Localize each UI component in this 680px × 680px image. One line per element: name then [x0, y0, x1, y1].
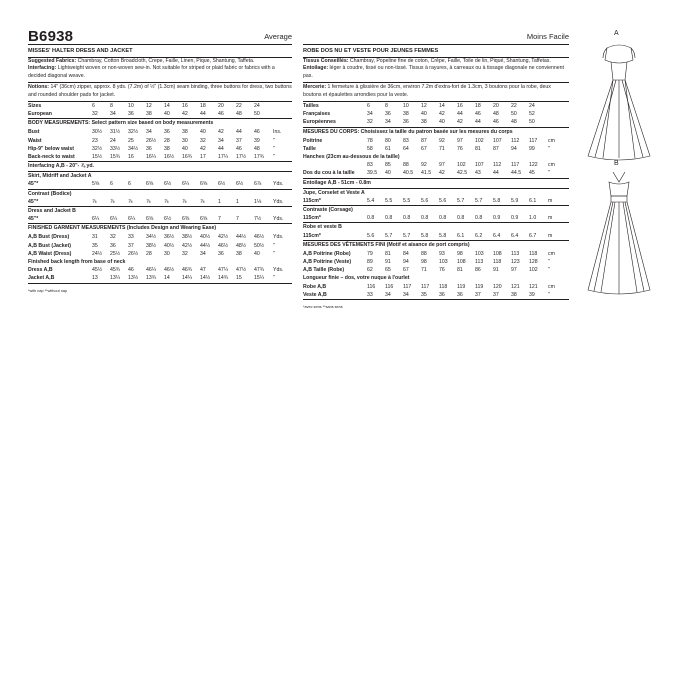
size-row: European 32 34 36 38 40 42 44 46 48 50	[28, 111, 260, 118]
notions-paragraph-fr: Mercerie: 1 fermeture à glissière de 36cm, environ 7.2m d'extra-fort de 1.3cm, 3 boutons pour la robe, deux boutons et épaulettes arrondies pour la veste.	[303, 83, 569, 102]
yardage-row: 45"* 5⅝ 6 6 6⅝ 6½ 6¼ 6⅝ 6½ 6½ 6⅞ Yds.	[28, 181, 284, 188]
size-row: Tailles 6 8 10 12 14 16 18 20 22 24	[303, 103, 535, 110]
halter-dress-illustration	[585, 170, 653, 300]
hip-table-fr	[303, 161, 569, 177]
jacket-dress-illustration	[585, 40, 653, 165]
pattern-title-fr: ROBE DOS NU ET VESTE POUR JEUNES FEMMES	[303, 44, 569, 58]
finished-measurements-heading: FINISHED GARMENT MEASUREMENTS (Includes Design and Wearing Ease)	[28, 223, 292, 233]
finished-measurement-row: A,B Bust (Dress) 31 32 33 34½ 36½ 38½ 40½ 42½ 44½ 46½ Yds.	[28, 234, 284, 241]
body-measurement-row: Poitrine 78 80 83 87 92 97 102 107 112 117 cm	[303, 137, 555, 144]
body-measurements-table-fr	[303, 137, 569, 153]
body-measurements-heading: BODY MEASUREMENTS: Select pattern size based on body measurements	[28, 118, 292, 128]
size-row: Françaises 34 36 38 40 42 44 46 48 50 52	[303, 111, 535, 118]
footnote: *with nap **without nap	[28, 288, 68, 293]
finished-measurements-table-fr	[303, 250, 569, 275]
sizes-table	[28, 102, 292, 118]
length-heading-fr: Longueur finie – dos, votre nuque à l'ourlet	[303, 275, 410, 282]
pattern-number: B6938	[28, 28, 74, 45]
body-measurement-row: Bust 30½ 31½ 32½ 34 36 38 40 42 44 46 Ins.	[28, 129, 282, 136]
difficulty-label: Average	[264, 32, 292, 41]
length-row: Jacket A,B 13 13¼ 13½ 13¾ 14 14¼ 14½ 14¾ 15 15¼ "	[28, 275, 275, 282]
body-measurement-row: Waist 23 24 25 26½ 28 30 32 34 37 39 "	[28, 137, 275, 144]
yardage-view-title: Contrast (Bodice)	[28, 189, 292, 198]
yardage-row: 115cm* 5.6 5.7 5.7 5.8 5.8 6.1 6.2 6.4 6.4 6.7 m	[303, 232, 553, 239]
finished-measurement-row: A,B Taille (Robe) 62 65 67 71 76 81 86 91 97 102 "	[303, 267, 550, 274]
finished-measurement-row: A,B Poitrine (Robe) 79 81 84 88 93 98 103 108 113 118 cm	[303, 250, 555, 257]
yardage-row: 45"* ⅞ ⅞ ⅞ ⅞ ⅞ ⅞ ⅞ 1 1 1⅛ Yds.	[28, 198, 284, 205]
yardage-view-title: Jupe, Corselet et Veste A	[303, 188, 569, 197]
pattern-title: MISSES' HALTER DRESS AND JACKET	[28, 44, 292, 58]
body-measurement-row: Hip-9" below waist 32½ 33½ 34½ 36 38 40 42 44 46 48 "	[28, 145, 275, 152]
fabrics-paragraph: Suggested Fabrics: Chambray, Cotton Broadcloth, Crepe, Faille, Linen, Pique, Shantung, Taffeta. Interfacing: Lightweight woven or non-woven sew-in. Not suitable for striped or plaid fabric or fabrics with a decided diagonal weave.	[28, 57, 292, 83]
figure-a-label: A	[614, 30, 619, 37]
length-row: Robe A,B 116 116 117 117 118 119 119 120 121 121 cm	[303, 283, 555, 290]
sizes-table-fr	[303, 102, 569, 127]
yardage-row: 115cm* 0.8 0.8 0.8 0.8 0.8 0.8 0.8 0.9 0.9 1.0 m	[303, 215, 553, 222]
finished-measurement-row: A,B Poitrine (Veste) 89 91 94 98 103 108 113 118 123 128 "	[303, 259, 550, 266]
yardage-row: 45"* 6¼ 6¼ 6¼ 6⅝ 6½ 6⅜ 6⅝ 7 7 7½ Yds.	[28, 216, 284, 223]
size-row: Sizes 6 8 10 12 14 16 18 20 22 24	[28, 103, 260, 110]
hip-row: Dos du cou à la taille 39.5 40 40.5 41.5 42 42.5 43 44 44.5 45 "	[303, 170, 550, 177]
difficulty-label-fr: Moins Facile	[526, 32, 569, 41]
fabrics-paragraph-fr: Tissus Conseillés: Chambray, Popeline fine de coton, Crêpe, Faille, Toile de lin, Piqué, Shantung, Taffetas. Entoilage: léger à coudre, tissé ou non-tissé. Tissus à rayures, à carreaux ou à tissage diagonale ne conviennent pas.	[303, 57, 569, 83]
garment-figure-a	[585, 30, 653, 160]
hip-heading-fr: Hanches (23cm au-dessous de la taille)	[303, 154, 400, 161]
finished-measurement-row: A,B Waist (Dress) 24½ 25½ 26½ 28 30 32 34 36 38 40 "	[28, 250, 275, 257]
yardage-row: 115cm* 5.4 5.5 5.5 5.6 5.6 5.7 5.7 5.8 5.9 6.1 m	[303, 197, 553, 204]
length-table	[28, 266, 292, 282]
size-row: Européennes 32 34 36 38 40 42 44 46 48 50	[303, 119, 535, 126]
interfacing-yardage-heading: Interfacing A,B - 20"- ⅞ yd.	[28, 161, 292, 171]
yardage-view-title: Dress and Jacket B	[28, 206, 292, 215]
hip-row: 83 85 88 92 97 102 107 112 117 122 cm	[367, 162, 555, 169]
body-measurements-heading-fr: MESURES DU CORPS: Choisissez la taille du patron basée sur les mesures du corps	[303, 127, 569, 137]
notions-paragraph: Notions: 14" (36cm) zipper, approx. 8 yds. (7.2m) of ½" (1.3cm) seam binding, three buttons for dress, two buttons and rounded shoulder pads for jacket.	[28, 83, 292, 102]
finished-measurement-row: A,B Bust (Jacket) 35 36 37 38½ 40½ 42½ 44½ 46½ 48½ 50½ "	[28, 242, 275, 249]
yardage-view-title: Robe et veste B	[303, 222, 569, 231]
footnote-fr: *avec sens **sans sens	[303, 305, 343, 310]
length-row: Veste A,B 33 34 34 35 36 36 37 37 38 39 "	[303, 291, 550, 298]
length-row: Dress A,B 45½ 45¾ 46 46¼ 46½ 46¾ 47 47¼ 47½ 47¾ Yds.	[28, 267, 284, 274]
figure-b-label: B	[614, 160, 619, 167]
length-heading: Finished back length from base of neck	[28, 259, 126, 266]
body-measurement-row: Back-neck to waist 15½ 15¾ 16 16¼ 16½ 16¾ 17 17¼ 17½ 17¾ "	[28, 154, 275, 161]
finished-measurements-heading-fr: MESURES DES VÊTEMENTS FINI (Motif et aisance de port compris)	[303, 240, 569, 250]
garment-figure-b	[585, 160, 653, 300]
body-measurements-table	[28, 128, 292, 161]
yardage-view-title: Skirt, Midriff and Jacket A	[28, 171, 292, 180]
body-measurement-row: Taille 58 61 64 67 71 76 81 87 94 99 "	[303, 145, 550, 152]
yardage-view-title: Contraste (Corsage)	[303, 205, 569, 214]
yardage-section-fr	[303, 188, 569, 240]
length-table-fr	[303, 283, 569, 299]
interfacing-yardage-heading-fr: Entoilage A,B - 51cm - 0.8m	[303, 178, 569, 188]
yardage-section	[28, 171, 292, 223]
finished-measurements-table	[28, 233, 292, 258]
